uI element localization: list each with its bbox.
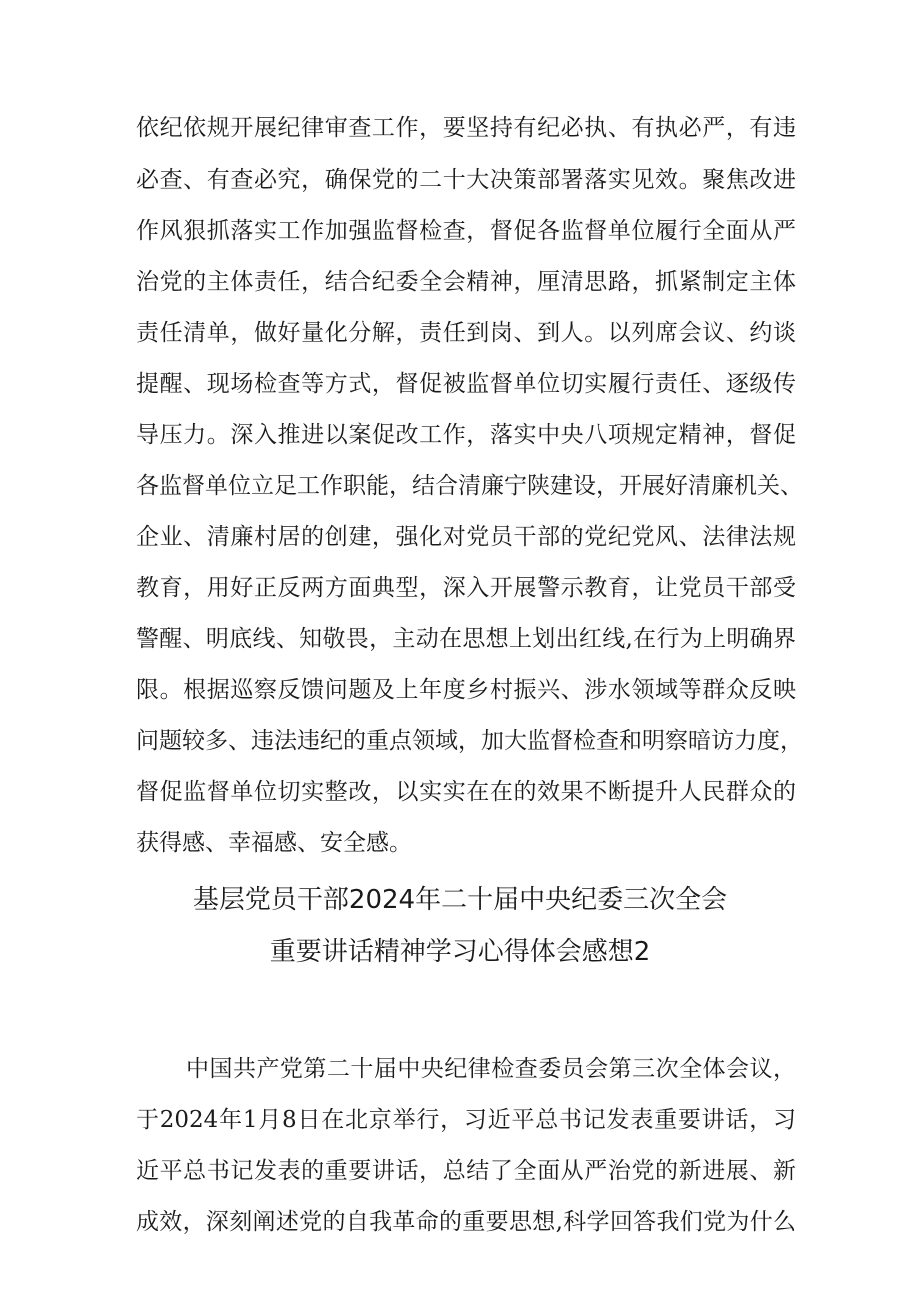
paragraph-line: 企业、清廉村居的创建，强化对党员干部的党纪党风、法律法规 — [136, 524, 796, 550]
paragraph-line: 提醒、现场检查等方式，督促被监督单位切实履行责任、逐级传 — [136, 371, 796, 397]
paragraph-line: 导压力。深入推进以案促改工作，落实中央八项规定精神，督促 — [136, 422, 796, 448]
paragraph-line: 各监督单位立足工作职能，结合清廉宁陕建设，开展好清廉机关、 — [136, 473, 803, 499]
paragraph-line: 责任清单，做好量化分解，责任到岗、到人。以列席会议、约谈 — [136, 320, 796, 346]
paragraph-line: 督促监督单位切实整改，以实实在在的效果不断提升人民群众的 — [136, 779, 796, 805]
paragraph-line: 于2024年1月8日在北京举行，习近平总书记发表重要讲话，习 — [136, 1107, 796, 1133]
section-title-line-2: 重要讲话精神学习心得体会感想2 — [269, 937, 651, 967]
paragraph-line: 中国共产党第二十届中央纪律检查委员会第三次全体会议， — [186, 1056, 796, 1082]
paragraph-line: 警醒、明底线、知敬畏，主动在思想上划出红线,在行为上明确界 — [136, 626, 796, 652]
paragraph-line: 成效，深刻阐述党的自我革命的重要思想,科学回答我们党为什么 — [136, 1209, 796, 1235]
section-title-line-1: 基层党员干部2024年二十届中央纪委三次全会 — [192, 885, 728, 915]
paragraph-line: 治党的主体责任，结合纪委全会精神，厘清思路，抓紧制定主体 — [136, 269, 796, 295]
paragraph-line: 限。根据巡察反馈问题及上年度乡村振兴、涉水领域等群众反映 — [136, 677, 796, 703]
paragraph-line: 近平总书记发表的重要讲话，总结了全面从严治党的新进展、新 — [136, 1158, 796, 1184]
paragraph-line: 必查、有查必究，确保党的二十大决策部署落实见效。聚焦改进 — [136, 167, 796, 193]
paragraph-line: 问题较多、违法违纪的重点领域，加大监督检查和明察暗访力度， — [136, 728, 803, 754]
paragraph-line: 获得感、幸福感、安全感。 — [136, 830, 412, 856]
paragraph-line: 依纪依规开展纪律审查工作，要坚持有纪必执、有执必严，有违 — [136, 115, 796, 141]
paragraph-line: 作风狠抓落实工作加强监督检查，督促各监督单位履行全面从严 — [136, 218, 796, 244]
paragraph-line: 教育，用好正反两方面典型，深入开展警示教育，让党员干部受 — [136, 575, 796, 601]
